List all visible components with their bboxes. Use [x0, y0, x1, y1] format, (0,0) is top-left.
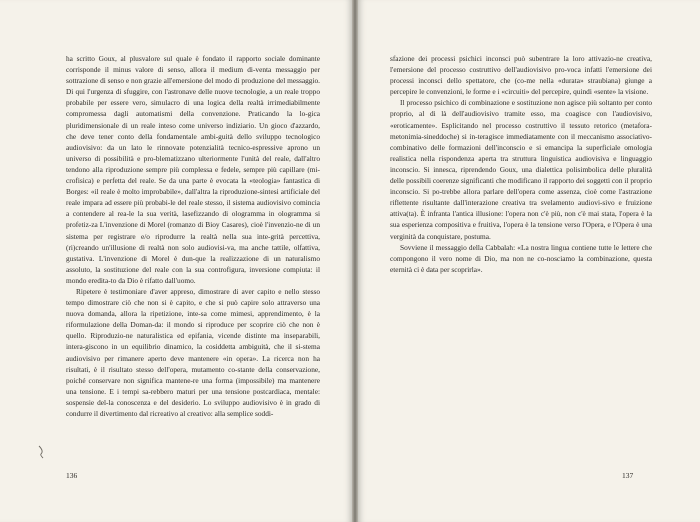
left-paragraph-2: Ripetere è testimoniare d'aver appreso, dimostrare di aver capito e nello stesso tempo dimostrare ciò che non si è capito, e che si può capire solo attraverso una nuova domanda, allora la ripetizione, inte-sa come mimesi, apprendimento, è la riformulazione della Doman-da: il mondo si riproduce per scoprire ciò che non è quello. Riproduzio-ne naturalistica ed epifania, vicende distinte ma inseparabili, intera-giscono in un equilibrio dinamico, la cosiddetta ambiguità, che il si-stema audiovisivo per rimanere aperto deve mantenere «in opera». La ricerca non ha risultati, è il risultato stesso dell'opera, mutamento co-stante della conservazione, poiché conservare non significa mantene-re una forma (impossibile) ma mantenere una tensione. E i tempi sa-rebbero maturi per una tensione postcardiaca, mentale: sospensie del-la conoscenza e del desiderio. Lo sviluppo audiovisivo è in grado di condurre il divertimento dal ricreativo al creativo: alla semplice soddi-	[66, 286, 320, 418]
page-number-left: 136	[66, 471, 78, 480]
right-page	[358, 0, 700, 522]
left-paragraph-1: ha scritto Goux, al plusvalore sul quale è fondato il rapporto sociale dominante corrisponde il minus valore di senso, allora il medium di-venta messaggio per sottrazione di senso e non grazie all'emersione del modo di produzione del messaggio. Di qui l'urgenza di sfuggire, con l'astronave delle nuove tecnologie, a un reale troppo probabile per essere vero, simulacro di una logica della realtà irrimediabilmente compromessa dagli automatismi della convenzione. Praticando la lo-gica pluridimensionale di un reale inteso come universo indiziario. Un gioco d'azzardo, che deve tener conto della fondamentale ambi-guità dello sviluppo tecnologico audiovisivo: da un lato le rinnovate potenzialità tecnico-espressive aprono un universo di possibilità e pro-blematizzano ulteriormente l'unità del reale, dall'altro tendono alla riproduzione sempre più complessa e fedele, sempre più capillare (mi-crofisica) e perfetta del reale. Se da una parte è evocata la «teologia» fantastica di Borges: «il reale è molto improbabile», dall'altra la riproduzione-sintesi artificiale del reale impara ad essere più probabi-le del reale stesso, il sistema audiovisivo comincia a contendere al rea-le la sua verità, lasefizzando di ologramma in ologramma si profetiz-za L'invenzione di Morel (romanzo di Bioy Casares), cioè l'invenzio-ne di un sistema per registrare e/o riprodurre la realtà nella sua inte-grità percettiva, (ri)creando un'illusione di realtà non solo audiovisi-va, ma anche tattile, olfattiva, gustativa. L'invenzione di Morel è dun-que la realizzazione di un naturalismo assoluto, la sostituzione del reale con la sua controfigura, inversione compiuta: il mondo eredita-to da Dio è rifatto dall'uomo.	[66, 54, 320, 285]
right-paragraph-3: Sovviene il messaggio della Cabbalah: «La nostra lingua contiene tutte le lettere che compongono il vero nome di Dio, ma non ne co-nosciamo la combinazione, questa eternità ci è data per scoprirla».	[390, 242, 652, 274]
right-paragraph-1: sfazione dei processi psichici inconsci può subentrare la loro attivazio-ne creativa, l'emersione del processo costruttivo dell'audiovisivo pro-voca infatti l'emersione dei processi inconsci dello spettatore, che (co-me nella «durata» straubiana) giunge a percepire le convenzioni, le forme e i «circuiti» del percepire, quindi «sente» la visione.	[390, 54, 652, 97]
page-number-right: 137	[622, 471, 634, 480]
right-page-body	[390, 53, 652, 275]
left-page-body	[66, 53, 320, 419]
right-paragraph-2: Il processo psichico di combinazione e sostituzione non agisce più soltanto per conto proprio, al di là dell'audiovisivo tramite esso, ma coagisce con l'audiovisivo, «eroticamente». Esplicitando nel processo costruttivo il tessuto retorico (metafora-metonimia-sineddoche) si in-teragisce immediatamente con il meccanismo associativo-combinativo delle formazioni dell'inconscio e si emancipa la superficiale omologia realistica nella rispondenza aperta tra struttura linguistica audiovisiva e linguaggio inconscio. Si innesca, riprendendo Goux, una dialettica polisimbolica delle pluralità delle possibili coerenze significanti che modificano il rapporto dei soggetti con il proprio inconscio. Si po-trebbe allora parlare dell'opera come assenza, cioè come l'astrazione riflettente risultante dall'interazione creativa tra svelamento audiovi-sivo e fruizione attiva(ta). È infranta l'antica illusione: l'opera non c'è più, non c'è mai stata, l'opera è la sua esperienza compositiva e fruitiva, l'opera è la tensione verso l'Opera, e l'Opera è una verginità da conquistare, postuma.	[390, 98, 652, 241]
pencil-mark-icon	[36, 445, 46, 459]
